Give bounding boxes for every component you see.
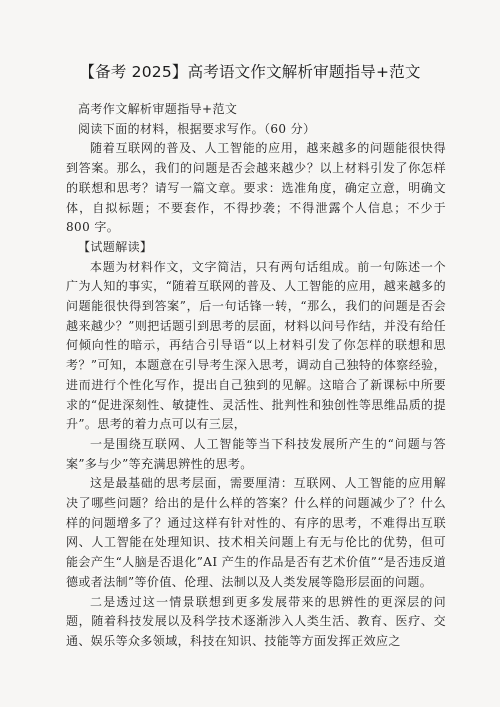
document-title: 【备考 2025】高考语文作文解析审题指导+范文 [79,63,421,81]
section-heading: 【试题解读】 [78,239,153,254]
prompt-paragraph: 随着互联网的普及、人工智能的应用，越来越多的问题能很快得到答案。那么，我们的问题是否会越来越少？以上材料引发了你怎样的联想和思考？请写一篇文章。要求：选准角度，确定立意，明确文体，自拟标题；不要套作，不得抄袭；不得泄露个人信息；不少于 800 字。 [66,141,446,235]
analysis-paragraph: 本题为材料作文，文字简洁，只有两句话组成。前一句陈述一个广为人知的事实，“随着互联网的普及、人工智能的应用，越来越多的问题能很快得到答案”，后一句话锋一转，“那么，我们的问题是否会越来越少？”则把话题引到思考的层面，材料以问号作结，并没有给任何倾向性的暗示，再结合引导语“以上材料引发了你怎样的联想和思考？”可知，本题意在引导考生深入思考，调动自己独特的体察经验，进而进行个性化写作，提出自己独到的见解。这暗合了新课标中所要求的“促进深刻性、敏捷性、灵活性、批判性和独创性等思维品质的提升”。思考的着力点可以有三层， [66,259,446,432]
subtitle-paragraph: 高考作文解析审题指导+范文 [78,102,238,116]
document-body [66,100,446,652]
point-one-paragraph: 一是围绕互联网、人工智能等当下科技发展所产生的“问题与答案”多与少”等充满思辨性的思考。 [66,436,446,471]
instruction-paragraph: 阅读下面的材料，根据要求写作。（60 分） [78,121,316,136]
point-two-paragraph: 二是透过这一情景联想到更多发展带来的思辨性的更深层的问题，随着科技发展以及科学技术逐渐涉入人类生活、教育、医疗、交通、娱乐等众多领域，科技在知识、技能等方面发挥正效应之 [66,594,446,648]
point-one-detail-paragraph: 这是最基础的思考层面，需要厘清：互联网、人工智能的应用解决了哪些问题？给出的是什么样的答案？什么样的问题减少了？什么样的问题增多了？通过这样有针对性的、有序的思考，不难得出互联网、人工智能在处理知识、技术相关问题上有无与伦比的优势，但可能会产生“人脑是否退化”AI 产生的作品是否有艺术价值”“是否违反道德或者法制”等价值、伦理、法制以及人类发展等隐形层面的问题。 [66,476,446,589]
